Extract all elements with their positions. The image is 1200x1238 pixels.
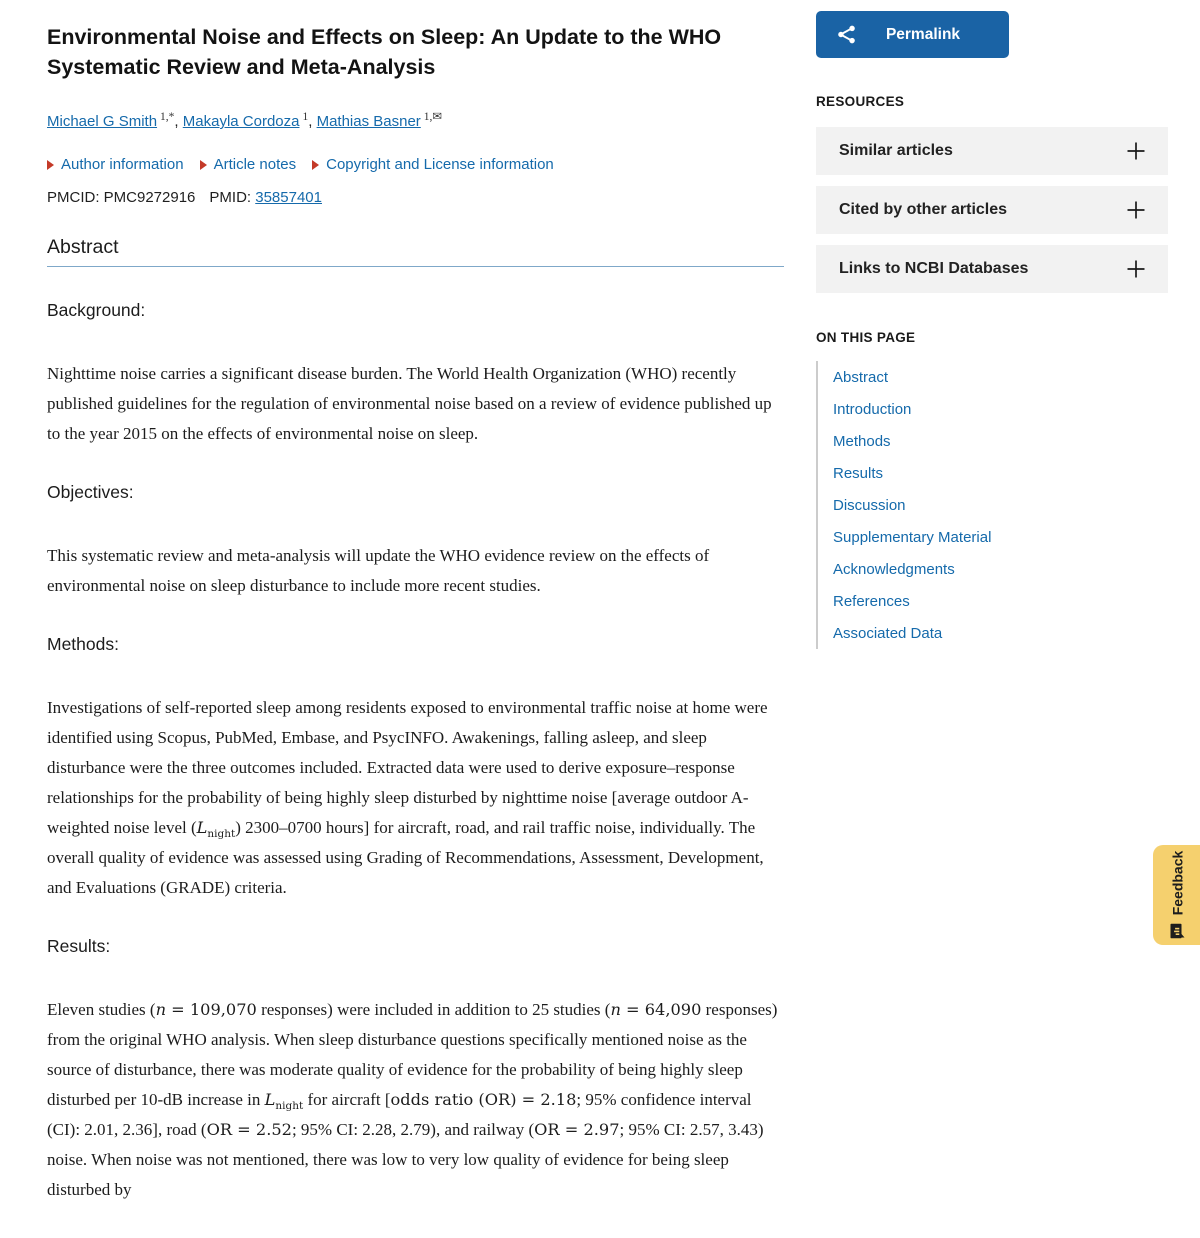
similar-articles-label: Similar articles — [839, 142, 953, 159]
article-info-links — [47, 156, 784, 173]
article-notes-toggle[interactable] — [200, 156, 297, 173]
nav-link-references[interactable]: References — [833, 592, 910, 610]
disclosure-triangle-icon — [312, 160, 319, 170]
plus-icon — [1126, 141, 1146, 161]
background-paragraph: Nighttime noise carries a significant disease burden. The World Health Organization (WHO) recently published guidelines for the regulation of environmental noise based on a review of evidence published up to the year 2015 on the effects of environmental noise on sleep. — [47, 364, 772, 443]
on-this-page-heading: ON THIS PAGE — [816, 330, 916, 345]
nav-link-discussion[interactable]: Discussion — [833, 496, 906, 514]
pmcid-value: PMCID: PMC9272916 — [47, 189, 196, 206]
permalink-button[interactable] — [816, 11, 1009, 58]
plus-icon — [1126, 200, 1146, 220]
results-paragraph: Eleven studies (n = 109,070 responses) were included in addition to 25 studies (n = 64,090 responses) from the original WHO analysis. When sleep disturbance questions specifically mentioned noise as the source of disturbance, there was moderate quality of evidence for the probability of being highly sleep disturbed per 10-dB increase in $L_{night}$ for aircraft [odds ratio (OR) = 2.18; 95% confidence interval (CI): 2.01, 2.36], road (OR = 2.52; 95% CI: 2.28, 2.79), and railway (OR = 2.97; 95% CI: 2.57, 3.43) noise. When noise was not mentioned, there was low to very low quality of evidence for being sleep disturbed by — [47, 1000, 778, 1199]
nav-link-associated-data[interactable]: Associated Data — [833, 624, 943, 642]
nav-link-methods[interactable]: Methods — [833, 432, 891, 450]
author-superscript-email: 1,✉ — [423, 111, 443, 123]
author-link[interactable]: Makayla Cordoza — [182, 113, 300, 130]
author-separator: , — [308, 113, 317, 130]
article-notes-link[interactable]: Article notes — [213, 156, 297, 173]
article-title: Environmental Noise and Effects on Sleep: An Update to the WHO Systematic Review and Meta-Analysis — [47, 25, 722, 79]
author-information-toggle[interactable] — [47, 156, 184, 173]
copyright-license-link[interactable]: Copyright and License information — [326, 156, 554, 173]
share-icon — [836, 24, 857, 45]
author-link[interactable]: Michael G Smith — [47, 113, 158, 130]
pmid-label: PMID: — [209, 189, 256, 206]
ncbi-links-accordion[interactable] — [816, 245, 1168, 293]
sidebar — [816, 0, 1168, 649]
feedback-label: Feedback — [1168, 850, 1185, 916]
feedback-button[interactable] — [1153, 845, 1200, 945]
methods-heading: Methods: — [47, 634, 119, 654]
disclosure-triangle-icon — [47, 160, 54, 170]
pmid-link[interactable]: 35857401 — [255, 189, 322, 206]
plus-icon — [1126, 259, 1146, 279]
nav-link-results[interactable]: Results — [833, 464, 884, 482]
resources-accordions — [816, 127, 1168, 293]
similar-articles-accordion[interactable] — [816, 127, 1168, 175]
results-heading: Results: — [47, 936, 111, 956]
article-ids — [47, 189, 784, 206]
nav-link-abstract[interactable]: Abstract — [833, 368, 889, 386]
author-list — [47, 109, 784, 130]
disclosure-triangle-icon — [200, 160, 207, 170]
author-link[interactable]: Mathias Basner — [316, 113, 421, 130]
author-information-link[interactable]: Author information — [61, 156, 184, 173]
author-separator: , — [174, 113, 183, 130]
cited-by-accordion[interactable] — [816, 186, 1168, 234]
nav-link-supplementary-material[interactable]: Supplementary Material — [833, 528, 992, 546]
on-this-page-nav — [816, 361, 1168, 649]
resources-heading: RESOURCES — [816, 94, 905, 109]
article-content — [47, 0, 784, 1205]
permalink-label: Permalink — [885, 25, 961, 43]
author-superscript: 1,* — [160, 111, 175, 123]
background-heading: Background: — [47, 300, 146, 320]
methods-paragraph: Investigations of self-reported sleep among residents exposed to environmental traffic noise at home were identified using Scopus, PubMed, Embase, and PsycINFO. Awakenings, falling asleep, and sleep disturbance were the three outcomes included. Extracted data were used to derive exposure–response relationships for the probability of being highly sleep disturbed by nighttime noise [average outdoor A-weighted noise level $(L_{night})$ 2300–0700 hours] for aircraft, road, and rail traffic noise, individually. The overall quality of evidence was assessed using Grading of Recommendations, Assessment, Development, and Evaluations (GRADE) criteria. — [47, 698, 768, 897]
author-superscript: 1 — [302, 111, 309, 123]
feedback-icon — [1169, 923, 1185, 939]
cited-by-label: Cited by other articles — [839, 201, 1008, 218]
nav-link-acknowledgments[interactable]: Acknowledgments — [833, 560, 955, 578]
objectives-heading: Objectives: — [47, 482, 134, 502]
abstract-heading: Abstract — [47, 236, 784, 267]
copyright-license-toggle[interactable] — [312, 156, 554, 173]
ncbi-links-label: Links to NCBI Databases — [839, 260, 1029, 277]
objectives-paragraph: This systematic review and meta-analysis will update the WHO evidence review on the effects of environmental noise on sleep disturbance to include more recent studies. — [47, 546, 710, 595]
nav-link-introduction[interactable]: Introduction — [833, 400, 912, 418]
